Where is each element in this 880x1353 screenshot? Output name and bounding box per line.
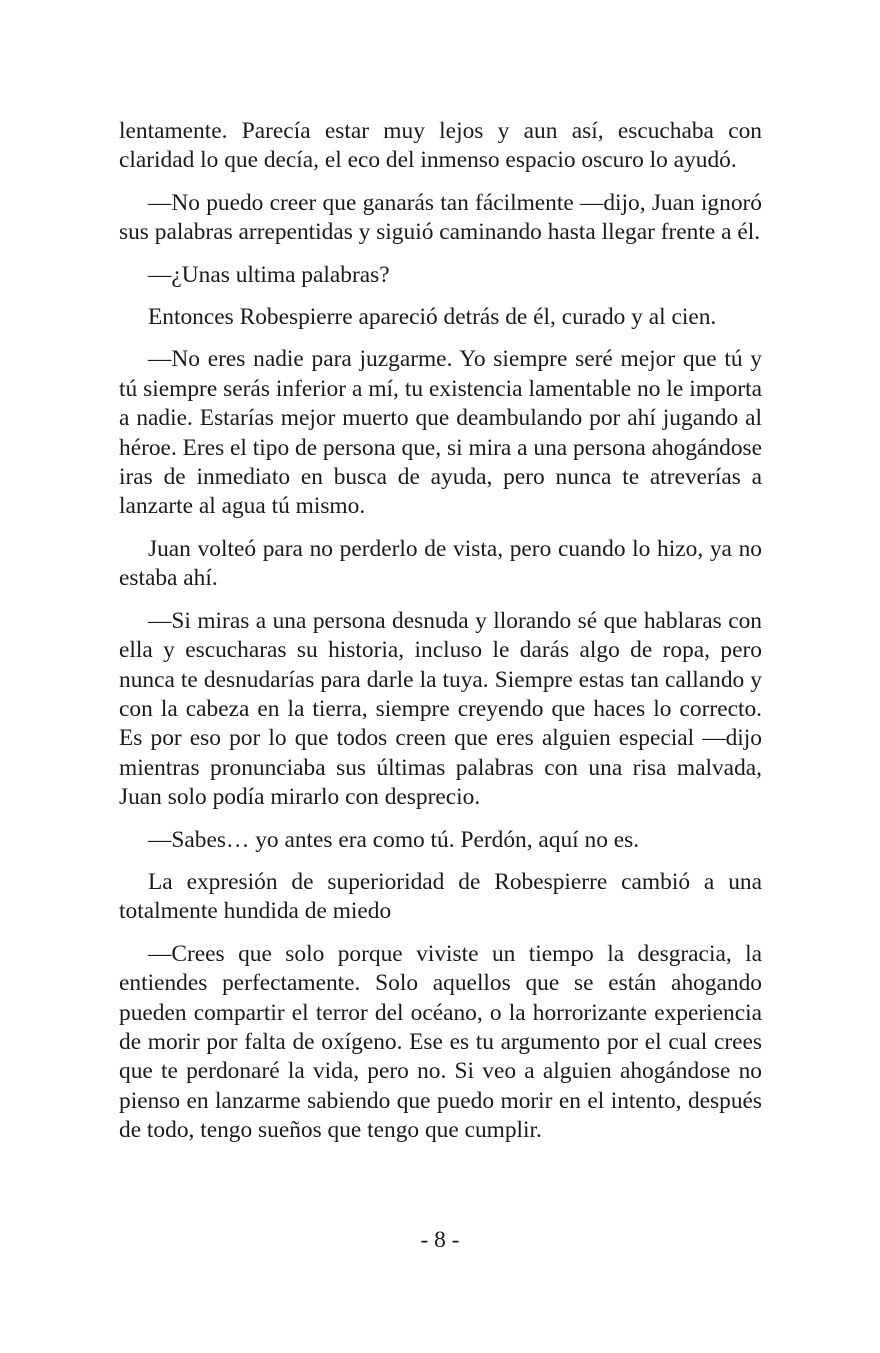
- paragraph: Entonces Robespierre apareció detrás de él, curado y al cien.: [148, 304, 717, 331]
- paragraph: —No eres nadie para juzgarme. Yo siempre seré mejor que tú y tú siempre serás inferior a mí, tu existencia lamentable no le importa a nadie. Estarías mejor muerto que deambulando por ahí jugando al héroe. Eres el tipo de persona que, si mira a una persona ahogándose iras de inmediato en busca de ayuda, pero nunca te atreverías a lanzarte al agua tú mismo.: [119, 346, 763, 520]
- page-body: [119, 117, 762, 1159]
- paragraph: —Si miras a una persona desnuda y llorando sé que hablaras con ella y escucharas su historia, incluso le darás algo de ropa, pero nunca te desnudarías para darle la tuya. Siempre estas tan callando y con la cabeza en la tierra, siempre creyendo que haces lo correcto. Es por eso por lo que todos creen que eres alguien especial —dijo mientras pronunciaba sus últimas palabras con una risa malvada, Juan solo podía mirarlo con desprecio.: [119, 607, 762, 811]
- paragraph: La expresión de superioridad de Robespierre cambió a una totalmente hundida de miedo: [119, 868, 762, 925]
- paragraph: —Crees que solo porque viviste un tiempo la desgracia, la entiendes perfectamente. Solo aquellos que se están ahogando pueden compartir el terror del océano, o la horrorizante experiencia de morir por falta de oxígeno. Ese es tu argumento por el cual crees que te perdonaré la vida, pero no. Si veo a alguien ahogándose no pienso en lanzarme sabiendo que puedo morir en el intento, después de todo, tengo sueños que tengo que cumplir.: [119, 940, 762, 1144]
- paragraph: —Sabes… yo antes era como tú. Perdón, aquí no es.: [148, 826, 640, 853]
- page-number: - 8 -: [420, 1227, 460, 1253]
- paragraph: Juan volteó para no perderlo de vista, pero cuando lo hizo, ya no estaba ahí.: [119, 535, 762, 592]
- paragraph: —No puedo creer que ganarás tan fácilmente —dijo, Juan ignoró sus palabras arrepentidas y siguió caminando hasta llegar frente a él.: [119, 189, 762, 246]
- paragraph: —¿Unas ultima palabras?: [148, 261, 390, 288]
- paragraph: lentamente. Parecía estar muy lejos y aun así, escuchaba con claridad lo que decía, el eco del inmenso espacio oscuro lo ayudó.: [119, 118, 762, 174]
